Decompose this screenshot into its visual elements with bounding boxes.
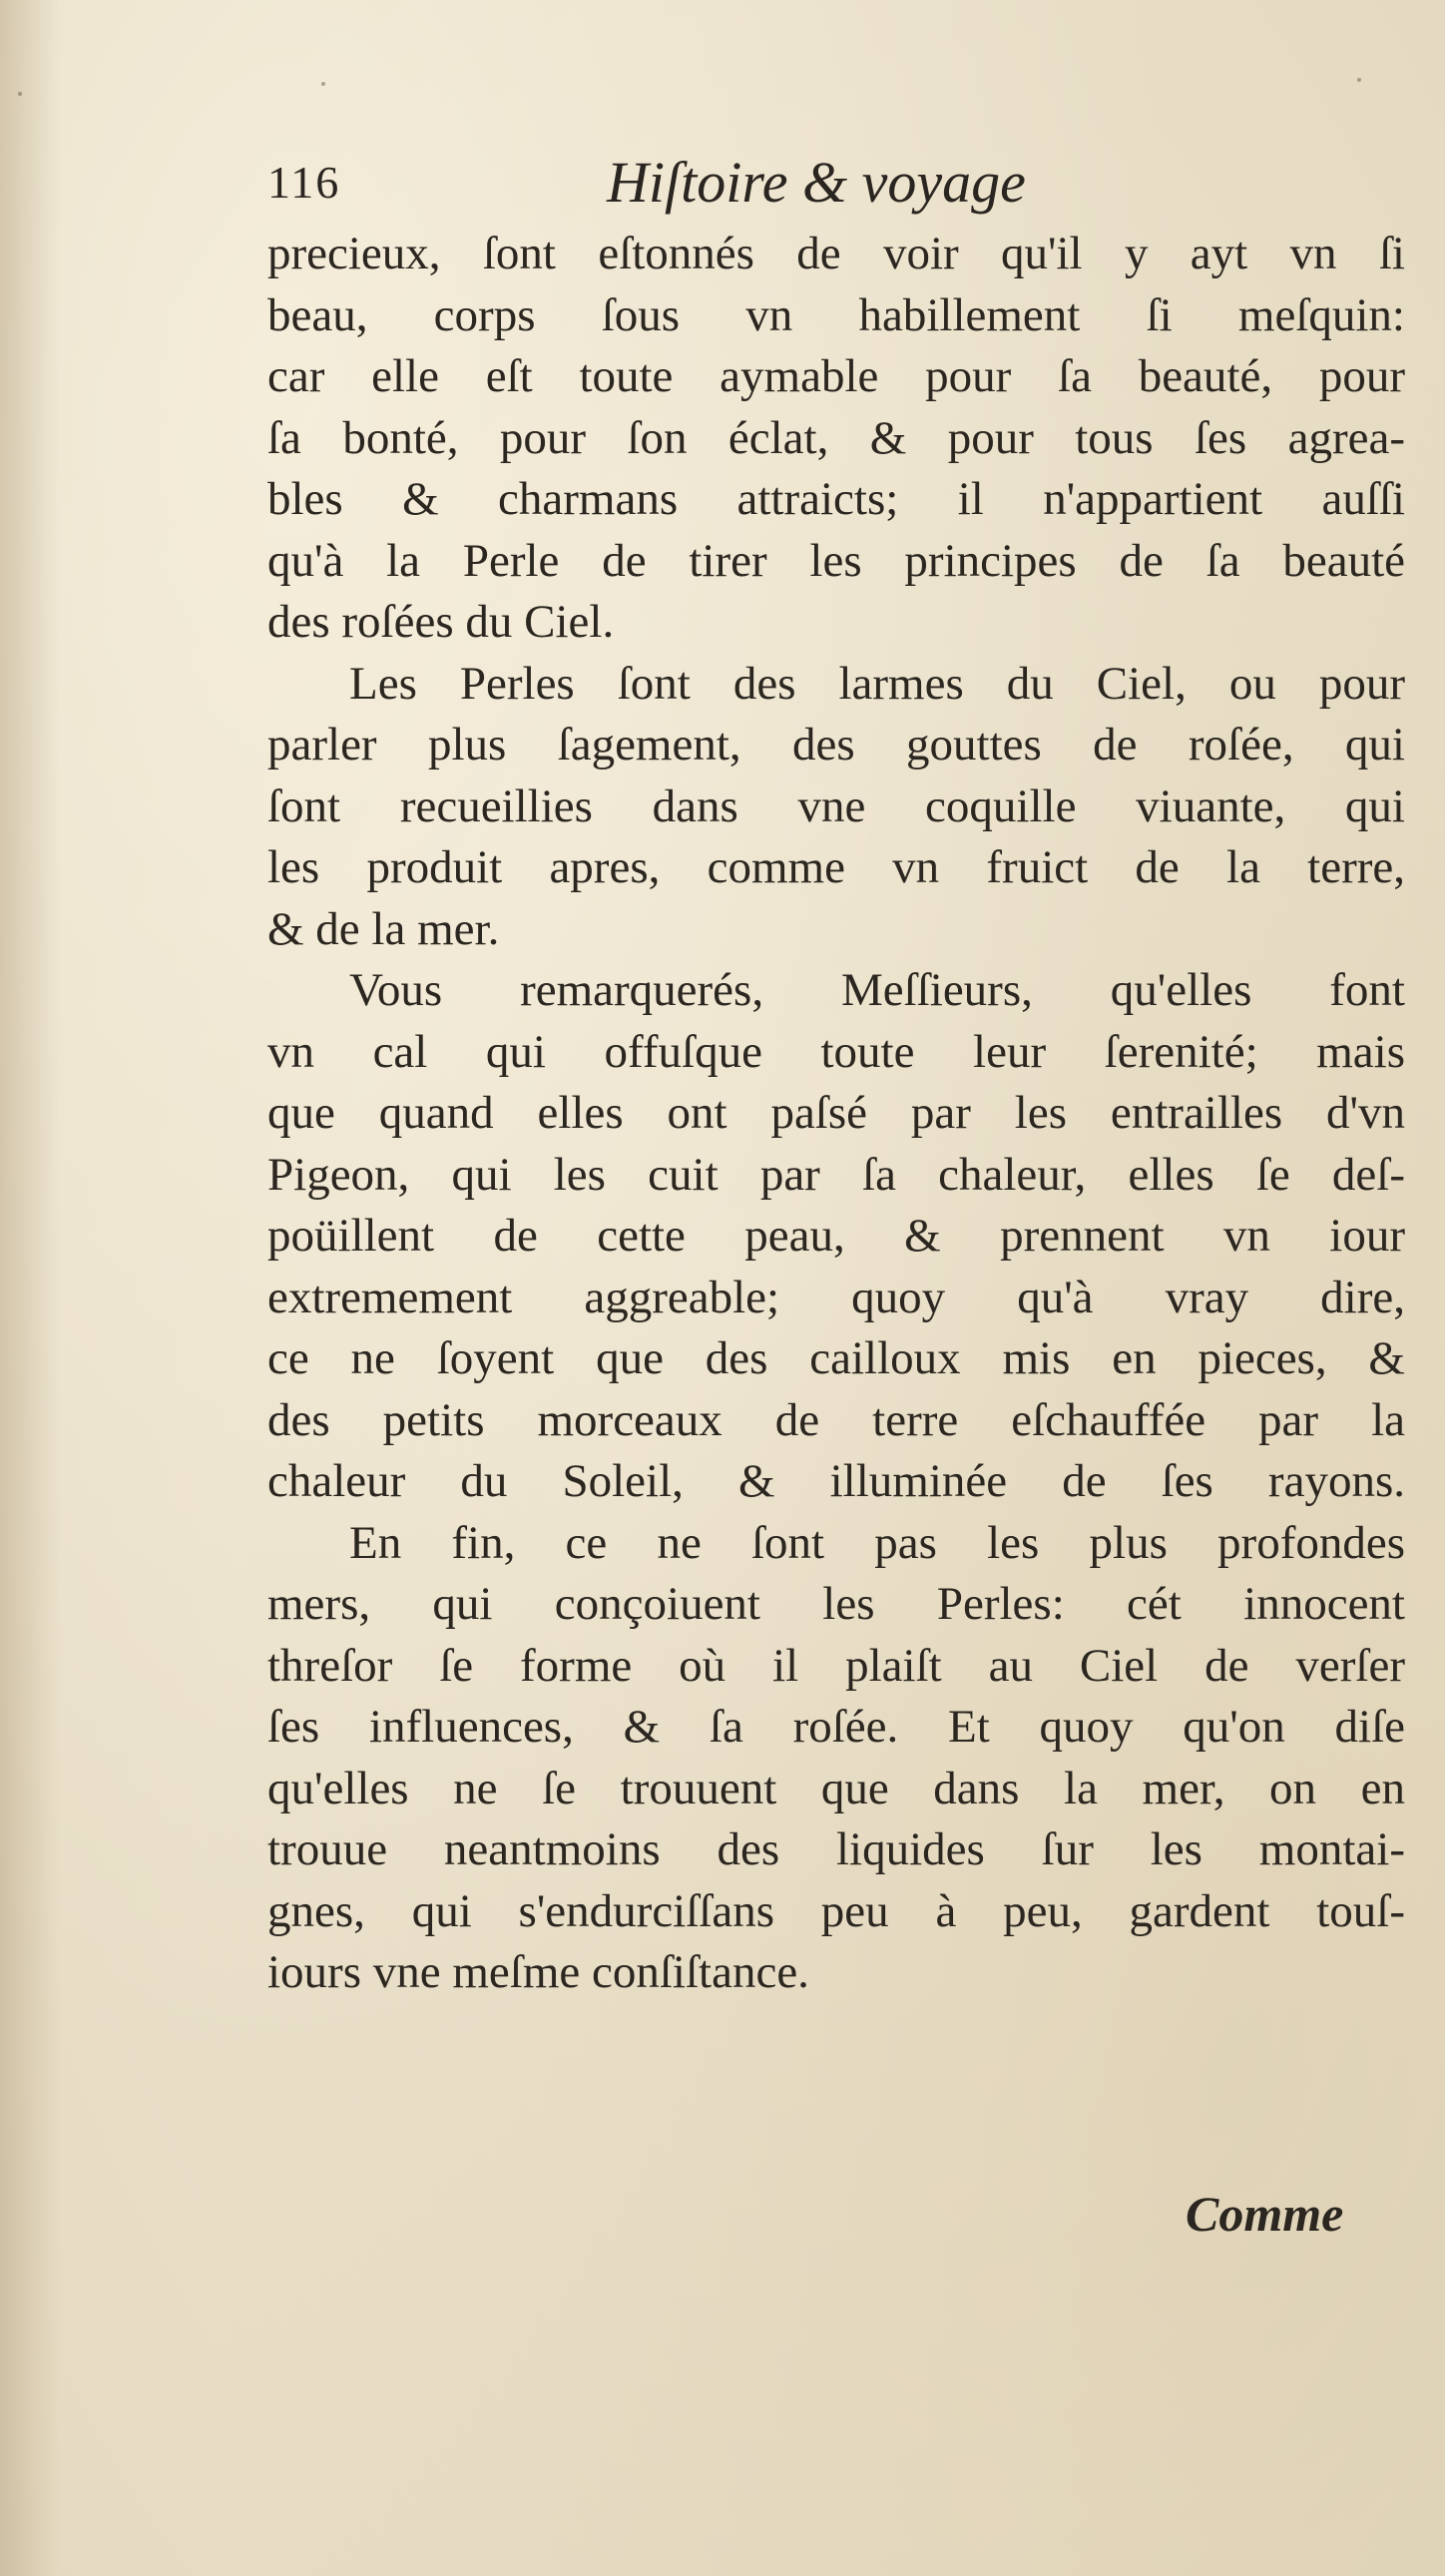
text-line: ſes influences, & ſa roſée. Et quoy qu'on diſe [267, 1701, 1405, 1753]
paper-speck [1357, 78, 1361, 82]
text-line: que quand elles ont paſsé par les entrailles d'vn [267, 1087, 1405, 1139]
text-line: les produit apres, comme vn fruict de la terre, [267, 841, 1405, 893]
text-line: Les Perles ſont des larmes du Ciel, ou pour [349, 657, 1405, 710]
text-line: & de la mer. [267, 902, 500, 955]
text-line: ce ne ſoyent que des cailloux mis en pieces, & [267, 1332, 1405, 1384]
text-line: Vous remarquerés, Meſſieurs, qu'elles font [349, 964, 1405, 1016]
text-line: des petits morceaux de terre eſchauffée par la [267, 1393, 1405, 1446]
text-line: vn cal qui offuſque toute leur ſerenité; mais [267, 1025, 1405, 1078]
text-line: mers, qui conçoiuent les Perles: cét innocent [267, 1578, 1405, 1630]
text-line: extremement aggreable; quoy qu'à vray dire, [267, 1271, 1405, 1323]
text-line: car elle eſt toute aymable pour ſa beauté, pour [267, 350, 1405, 402]
gutter-shadow [0, 0, 60, 2576]
text-line: ſont recueillies dans vne coquille viuante, qui [267, 779, 1405, 832]
text-line: En fin, ce ne ſont pas les plus profondes [349, 1516, 1405, 1569]
text-line: gnes, qui s'endurciſſans peu à peu, gardent touſ- [267, 1884, 1405, 1937]
text-line: precieux, ſont eſtonnés de voir qu'il y ayt vn ſi [267, 228, 1405, 279]
page-number: 116 [267, 157, 341, 208]
text-line: chaleur du Soleil, & illuminée de ſes rayons. [267, 1455, 1405, 1507]
text-line: beau, corps ſous vn habillement ſi meſquin: [267, 288, 1405, 341]
paper-speck [321, 82, 325, 86]
page-header [267, 148, 1405, 218]
body-text [267, 224, 1405, 2004]
text-line: qu'elles ne ſe trouuent que dans la mer, on en [267, 1762, 1405, 1814]
text-line: poüillent de cette peau, & prennent vn iour [267, 1210, 1405, 1262]
text-line: ſa bonté, pour ſon éclat, & pour tous ſes agrea- [267, 411, 1405, 464]
text-line: Pigeon, qui les cuit par ſa chaleur, elles ſe deſ- [267, 1148, 1405, 1201]
catchword: Comme [1186, 2186, 1344, 2242]
paper-speck [18, 92, 22, 96]
text-line: trouue neantmoins des liquides ſur les montai- [267, 1823, 1405, 1875]
text-line: bles & charmans attraicts; il n'appartient auſſi [267, 473, 1405, 525]
running-title: Hiſtoire & voyage [607, 150, 1026, 215]
text-line: threſor ſe forme où il plaiſt au Ciel de verſer [267, 1639, 1405, 1692]
text-line: iours vne meſme conſiſtance. [267, 1946, 809, 1998]
text-line: des roſées du Ciel. [267, 596, 615, 648]
text-line: parler plus ſagement, des gouttes de roſée, qui [267, 719, 1405, 771]
text-line: qu'à la Perle de tirer les principes de ſa beauté [267, 534, 1405, 587]
